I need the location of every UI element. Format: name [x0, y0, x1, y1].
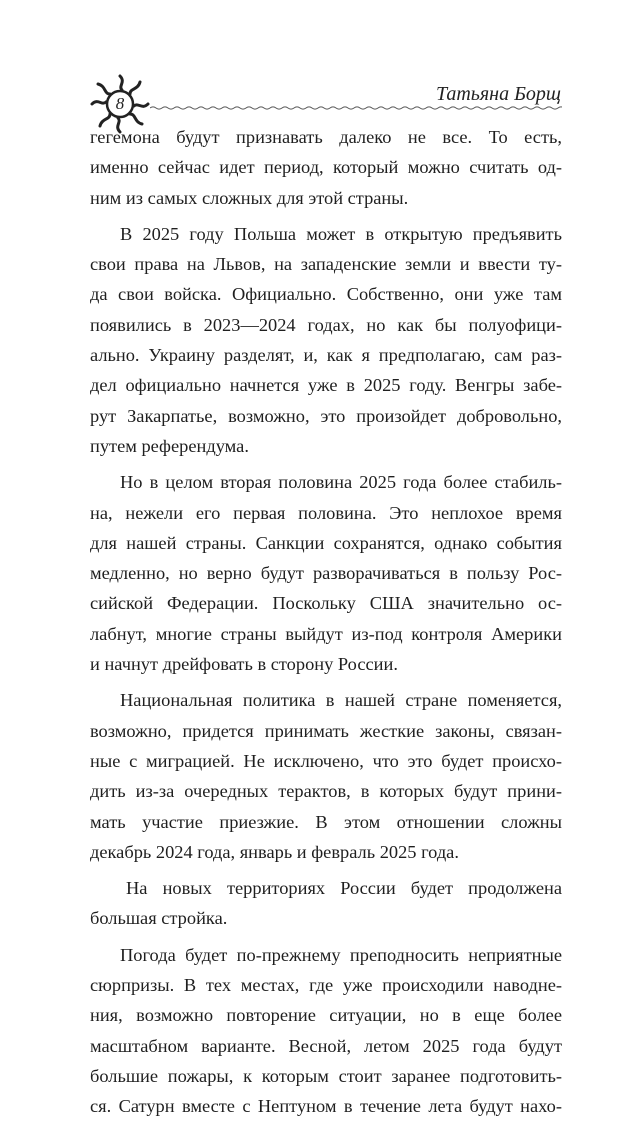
text-line: сюрпризы. В тех местах, где уже происходили наводне- — [90, 975, 562, 996]
text-line: и начнут дрейфовать в сторону России. — [90, 654, 398, 675]
text-line: мать участие приезжие. В этом отношении сложны — [90, 811, 562, 832]
text-line: Но в целом вторая половина 2025 года более стабиль- — [120, 472, 562, 493]
text-line: сийской Федерации. Поскольку США значительно ос- — [90, 593, 562, 614]
text-line: лабнут, многие страны выйдут из-под контроля Америки — [90, 623, 562, 644]
text-line: путем референдума. — [90, 435, 249, 456]
text-line: В 2025 году Польша может в открытую предъявить — [120, 223, 562, 244]
text-line: ним из самых сложных для этой страны. — [90, 187, 409, 208]
text-line: ные с миграцией. Не исключено, что это будет происхо- — [90, 750, 562, 771]
wavy-divider — [150, 104, 562, 112]
text-line: ния, возможно повторение ситуации, но в еще более — [90, 1005, 562, 1026]
text-line: для нашей страны. Санкции сохранятся, однако события — [90, 532, 562, 553]
text-line: На новых территориях России будет продолжена — [126, 878, 562, 899]
page-body — [90, 122, 562, 1122]
text-line: дел официально начнется уже в 2025 году. Венгры забе- — [90, 375, 562, 396]
text-line: гегемона будут признавать далеко не все. То есть, — [90, 127, 562, 147]
text-line: декабрь 2024 года, январь и февраль 2025 года. — [90, 841, 459, 862]
text-line: Погода будет по-прежнему преподносить неприятные — [120, 944, 562, 965]
page-header — [0, 0, 618, 130]
text-line: свои права на Львов, на западенские земли и ввести ту- — [90, 254, 562, 275]
text-line: большие пожары, к которым стоит заранее подготовить- — [90, 1065, 562, 1086]
text-line: масштабном варианте. Весной, летом 2025 года будут — [90, 1035, 562, 1056]
running-head-author: Татьяна Борщ — [435, 83, 561, 105]
text-line: дить из-за очередных терактов, в которых будут прини- — [90, 781, 562, 802]
text-line: появились в 2023—2024 годах, но как бы полуофици- — [90, 314, 562, 335]
text-line: медленно, но верно будут разворачиваться в пользу Рос- — [90, 563, 562, 584]
text-line: возможно, придется принимать жесткие законы, связан- — [90, 720, 562, 741]
text-line: большая стройка. — [90, 908, 228, 929]
text-line: на, нежели его первая половина. Это неплохое время — [90, 502, 562, 523]
text-line: именно сейчас идет период, который можно считать од- — [90, 157, 562, 178]
text-line: да свои войска. Официально. Собственно, они уже там — [90, 284, 562, 305]
page-number: 8 — [115, 94, 125, 113]
text-line: рут Закарпатье, возможно, это произойдет добровольно, — [90, 405, 562, 426]
text-line: Национальная политика в нашей стране поменяется, — [120, 690, 562, 711]
text-line: ально. Украину разделят, и, как я предполагаю, сам раз- — [90, 345, 562, 366]
text-line: ся. Сатурн вместе с Нептуном в течение лета будут нахо- — [90, 1096, 562, 1117]
